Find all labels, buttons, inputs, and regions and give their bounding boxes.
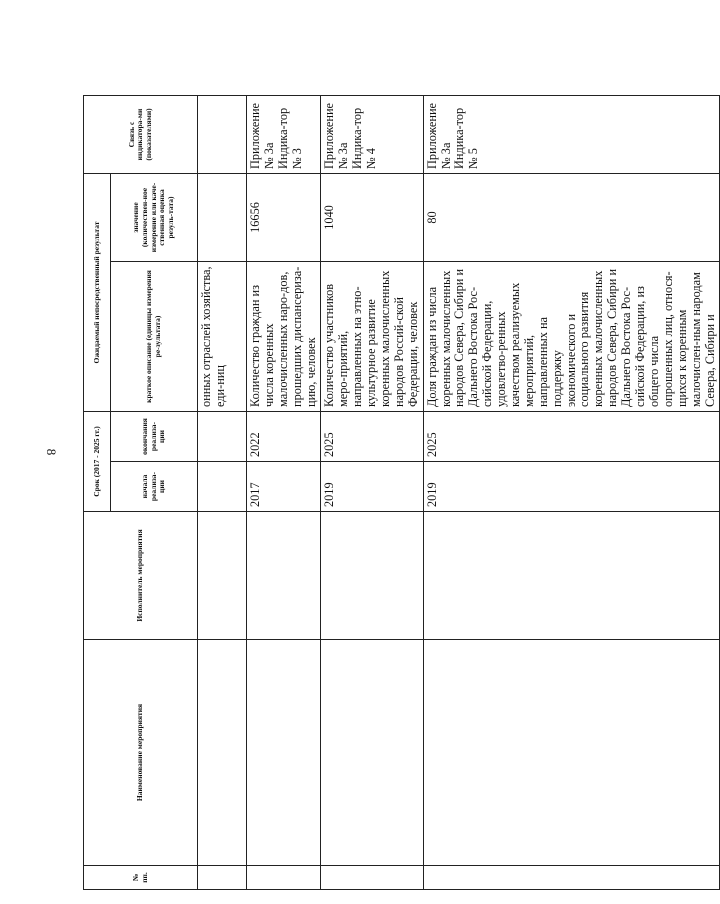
cell: [321, 640, 423, 866]
cell: [198, 96, 247, 174]
header-term: Срок (2017 - 2025 гг.): [84, 412, 111, 512]
row-value: 80: [423, 174, 720, 262]
cell: [198, 462, 247, 512]
header-link: Связь с индикатора-ми (показателями): [84, 96, 198, 174]
cell: [198, 412, 247, 462]
table-row: [321, 96, 423, 890]
header-term-start: начала реализа-ции: [111, 462, 198, 512]
row-end: 2022: [247, 412, 321, 462]
row-value: 1040: [321, 174, 423, 262]
page-number: 8: [44, 448, 59, 456]
header-num: № пп.: [84, 866, 198, 890]
measures-table: [83, 95, 720, 890]
row-desc: Количество участников меро-приятий, направленных на этно-культурное развитие коренных малочисленных народов Россий-ской Федерации, человек: [321, 262, 423, 412]
row-desc: Доля граждан из числа коренных малочисленных народов Севера, Сибири и Дальнего Востока Рос-сийской Федерации, удовлетво-ренных качеством реализуемых мероприятий, направленных на поддержку экономического и социального развития коренных малочисленных народов Севера, Сибири и Дальнего Востока Рос-сийской Федерации, из общего числа опрошенных лиц, относя-щихся к коренным малочислен-ным народам Севера, Сибири и: [423, 262, 720, 412]
row-link: Приложение № 3а Индика-тор № 4: [321, 96, 423, 174]
cell: [198, 512, 247, 640]
row-desc: Количество граждан из числа коренных малочисленных наро-дов, прошедших диспансериза-цию, человек: [247, 262, 321, 412]
header-result-value: значение (количествен-ное измерение или каче-ственная оценка резуль-тата): [111, 174, 198, 262]
cell: [198, 640, 247, 866]
row-end: 2025: [321, 412, 423, 462]
row-value: 16656: [247, 174, 321, 262]
cell: [321, 866, 423, 890]
cell: [423, 512, 720, 640]
row-start: 2017: [247, 462, 321, 512]
header-result-desc: краткое описание (единицы измерения ре-зультата): [111, 262, 198, 412]
continuation-desc: онных отраслей хозяйства, еди-ниц: [198, 262, 247, 412]
row-start: 2019: [423, 462, 720, 512]
row-link: Приложение № 3а Индика-тор № 3: [247, 96, 321, 174]
continuation-row: [198, 96, 247, 890]
cell: [247, 512, 321, 640]
cell: [247, 866, 321, 890]
rotated-table-wrapper: [83, 96, 717, 890]
row-link: Приложение № 3а Индика-тор № 5: [423, 96, 720, 174]
cell: [198, 174, 247, 262]
header-executor: Исполнитель мероприятия: [84, 512, 198, 640]
cell: [423, 640, 720, 866]
cell: [247, 640, 321, 866]
header-name: Наименование мероприятия: [84, 640, 198, 866]
cell: [321, 512, 423, 640]
cell: [423, 866, 720, 890]
header-result: Ожидаемый непосредственный результат: [84, 174, 111, 412]
row-end: 2025: [423, 412, 720, 462]
table-row: [423, 96, 720, 890]
header-term-end: окончания реализа-ции: [111, 412, 198, 462]
table-row: [247, 96, 321, 890]
cell: [198, 866, 247, 890]
header-row-main: [84, 96, 111, 890]
row-start: 2019: [321, 462, 423, 512]
